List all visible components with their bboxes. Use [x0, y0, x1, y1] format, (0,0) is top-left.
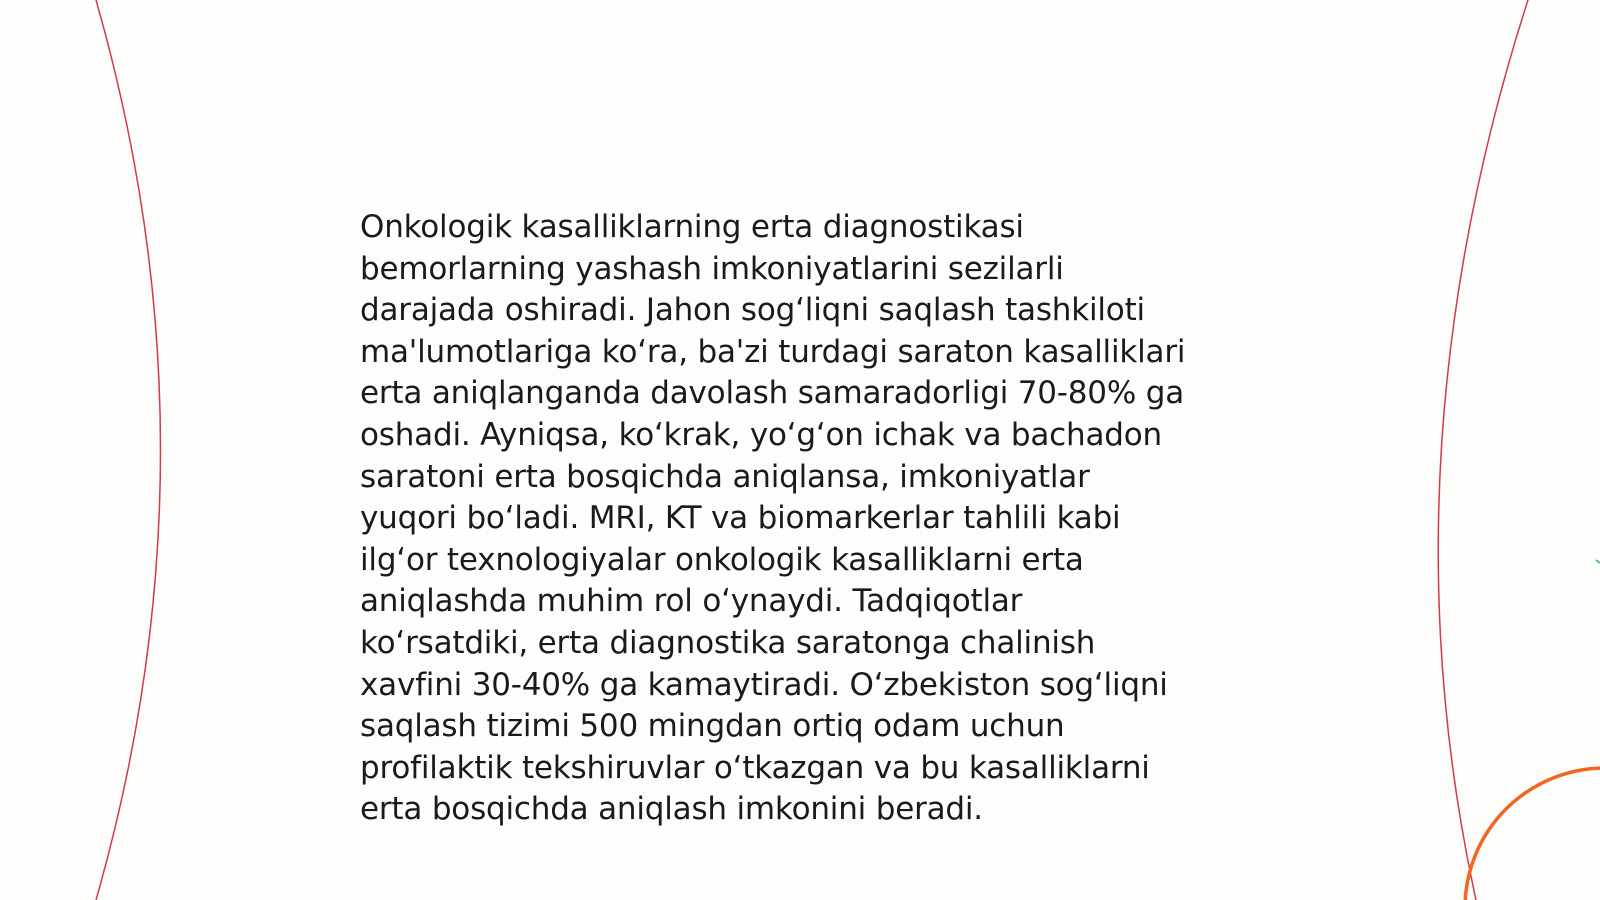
paragraph-line: saqlash tizimi 500 mingdan ortiq odam uchun	[360, 708, 1065, 745]
corner-circle-decoration	[1465, 768, 1600, 900]
paragraph-line: erta bosqichda aniqlash imkonini beradi.	[360, 791, 983, 828]
right-curve-decoration	[1438, 0, 1528, 900]
left-curve-decoration	[96, 0, 161, 900]
edge-mark-decoration	[1596, 560, 1600, 563]
paragraph-line: erta aniqlanganda davolash samaradorligi 70-80% ga	[360, 375, 1185, 412]
body-paragraph	[360, 207, 1240, 831]
paragraph-line: ko‘rsatdiki, erta diagnostika saratonga chalinish	[360, 624, 1096, 661]
paragraph-line: profilaktik tekshiruvlar o‘tkazgan va bu kasalliklarni	[360, 749, 1150, 786]
paragraph-line: saratoni erta bosqichda aniqlansa, imkoniyatlar	[360, 458, 1090, 495]
paragraph-line: oshadi. Ayniqsa, ko‘krak, yo‘g‘on ichak va bachadon	[360, 416, 1162, 453]
paragraph-line: xavfini 30-40% ga kamaytiradi. O‘zbekiston sog‘liqni	[360, 666, 1168, 703]
paragraph-line: bemorlarning yashash imkoniyatlarini sezilarli	[360, 250, 1064, 287]
paragraph-line: yuqori bo‘ladi. MRI, KT va biomarkerlar tahlili kabi	[360, 500, 1121, 537]
paragraph-line: ma'lumotlariga ko‘ra, ba'zi turdagi saraton kasalliklari	[360, 333, 1186, 370]
paragraph-line: darajada oshiradi. Jahon sog‘liqni saqlash tashkiloti	[360, 292, 1145, 329]
paragraph-line: Onkologik kasalliklarning erta diagnostikasi	[360, 209, 1024, 245]
paragraph-line: ilg‘or texnologiyalar onkologik kasalliklarni erta	[360, 541, 1084, 578]
paragraph-line: aniqlashda muhim rol o‘ynaydi. Tadqiqotlar	[360, 583, 1023, 620]
